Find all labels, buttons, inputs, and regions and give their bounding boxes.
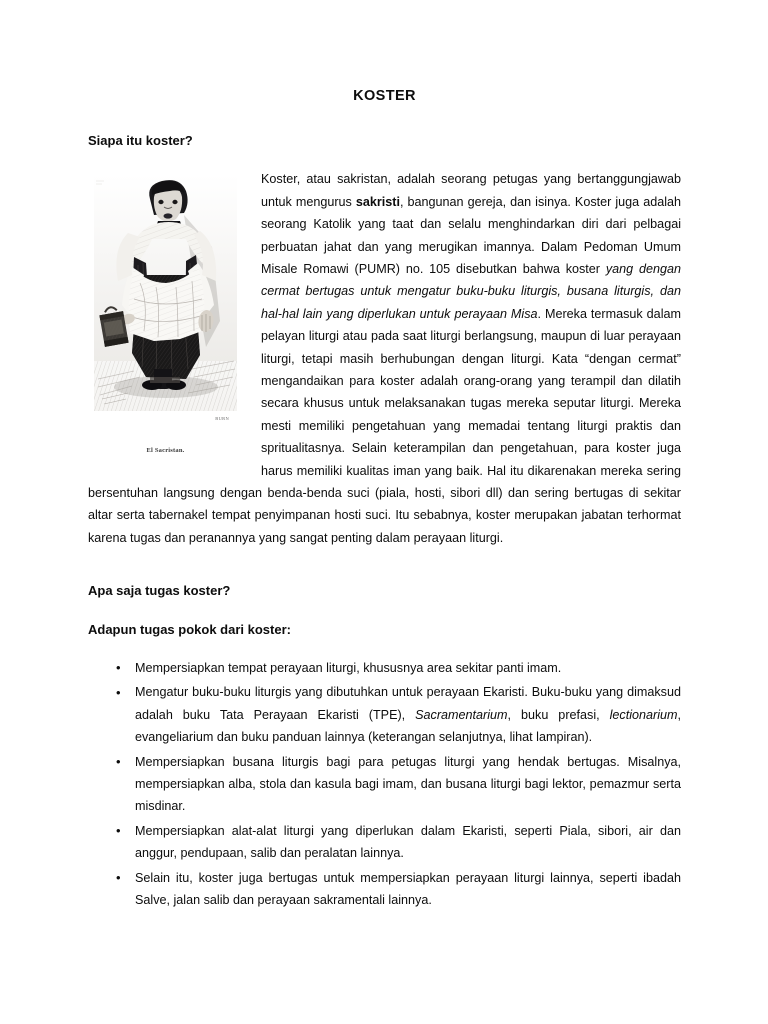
list-item (88, 681, 681, 748)
bullet-text-part-1: Mempersiapkan busana liturgis bagi para petugas liturgi yang hendak bertugas. Misalnya, mempersiapkan alba, stola dan kasula bagi imam, dan busana liturgi bagi lektor, pemazmur serta misdinar. (135, 754, 681, 814)
list-item (88, 820, 681, 865)
sacristan-figure (88, 171, 243, 454)
heading-siapa-itu-koster: Siapa itu koster? (88, 133, 193, 149)
bullet-text-part-2: , buku prefasi, (507, 707, 610, 722)
intro-part-2: , bangunan gereja, dan isinya. Koster juga adalah seorang Katolik yang taat dan selalu menghindarkan diri dari pelbagai perbuatan jahat dan yang merugikan imannya. Dalam Pedoman Umum Misale Romawi (PUMR) no. 105 disebutkan bahwa koster (261, 194, 682, 276)
bullet-text-part-1: Mengatur buku-buku liturgis yang dibutuhkan untuk perayaan Ekaristi. Buku-buku yang dimaksud adalah buku Tata Perayaan Ekaristi (TPE), (135, 685, 681, 722)
bullet-text-part-3: , evangeliarium dan buku panduan lainnya (keterangan selanjutnya, lihat lampiran). (135, 707, 681, 745)
term-sakristi: sakristi (355, 194, 400, 209)
pumr-quotation: yang dengan cermat bertugas untuk mengatur buku-buku liturgis, busana liturgis, dan hal-hal lain yang diperlukan untuk perayaan Misa (261, 261, 681, 321)
heading-apa-saja-tugas-koster: Apa saja tugas koster? (88, 583, 231, 599)
list-item (88, 657, 681, 679)
intro-part-1: Koster, atau sakristan, adalah seorang petugas yang bertanggungjawab untuk mengurus (261, 172, 681, 209)
heading-adapun-tugas-pokok: Adapun tugas pokok dari koster: (88, 622, 291, 638)
koster-tasks-list (88, 657, 681, 911)
engraving-signature: BURN (215, 416, 229, 422)
figure-caption: El Sacristan. (146, 447, 185, 455)
intro-part-3: . Mereka termasuk dalam pelayan liturgi atau pada saat liturgi berlangsung, maupun di luar perayaan liturgi, tetapi masih berhubungan dengan liturgi. Kata “dengan cermat” mengandaikan para koster adalah orang-orang yang terampil dan dilatih secara khusus untuk melaksanakan tugas mereka seputar liturgi. Mereka mesti memiliki pengetahuan yang memadai tentang liturgi praktis dan spritualitasnya. Selain keterampilan dan pengetahuan, para koster juga harus memiliki kualitas iman yang baik. Hal itu dikarenakan mereka sering bersentuhan langsung dengan benda-benda suci (piala, hosti, sibori dll) dan sering bertugas di sekitar altar serta tabernakel tempat penyimpanan hosti suci. Itu sebabnya, koster merupakan jabatan terhormat karena tugas dan peranannya yang sangat penting dalam perayaan liturgi. (88, 306, 681, 545)
bullet-text-part-1: Selain itu, koster juga bertugas untuk mempersiapkan perayaan liturgi lainnya, seperti ibadah Salve, jalan salib dan perayaan sakramentali lainnya. (135, 870, 681, 908)
sacristan-engraving-image (88, 171, 243, 439)
bullet-italic-1: Sacramentarium (415, 707, 508, 722)
page-title: KOSTER (353, 88, 416, 104)
list-item (88, 867, 681, 912)
bullet-italic-2: lectionarium (609, 707, 678, 722)
bullet-text-part-1: Mempersiapkan alat-alat liturgi yang diperlukan dalam Ekaristi, seperti Piala, sibori, air dan anggur, pendupaan, salib dan peralatan lainnya. (135, 823, 681, 861)
list-item (88, 751, 681, 818)
bullet-text-part-1: Mempersiapkan tempat perayaan liturgi, khususnya area sekitar panti imam. (135, 660, 562, 675)
